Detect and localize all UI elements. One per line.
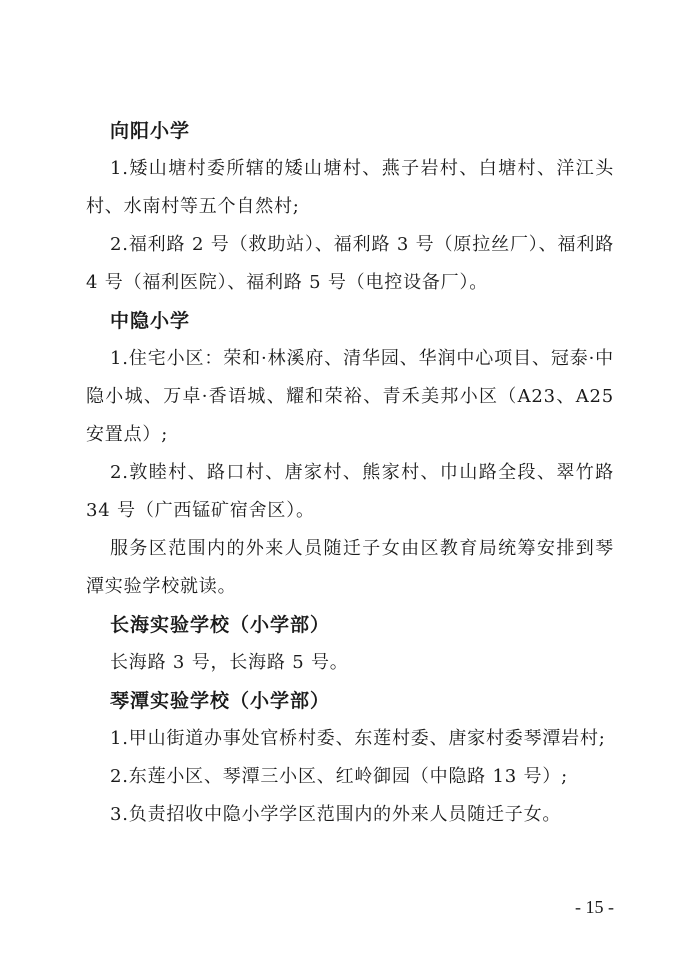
section-title: 长海实验学校（小学部） (110, 614, 331, 636)
section-xiangyang-primary (86, 112, 614, 302)
paragraph: 1.矮山塘村委所辖的矮山塘村、燕子岩村、白塘村、洋江头村、水南村等五个自然村; (86, 158, 614, 217)
paragraph: 3.负责招收中隐小学学区范围内的外来人员随迁子女。 (110, 804, 562, 825)
section-zhongyin-primary (86, 302, 614, 606)
page-number: - 15 - (575, 897, 614, 917)
section-title: 向阳小学 (110, 120, 191, 142)
paragraph: 1.住宅小区：荣和·林溪府、清华园、华润中心项目、冠泰·中隐小城、万卓·香语城、耀和荣裕、青禾美邦小区（A23、A25 安置点）; (86, 348, 614, 445)
section-changhai-school (86, 606, 614, 682)
paragraph: 长海路 3 号，长海路 5 号。 (110, 652, 349, 673)
paragraph: 2.敦睦村、路口村、唐家村、熊家村、巾山路全段、翠竹路 34 号（广西锰矿宿舍区）。 (86, 462, 614, 521)
paragraph: 1.甲山街道办事处官桥村委、东莲村委、唐家村委琴潭岩村; (110, 728, 606, 749)
section-title: 琴潭实验学校（小学部） (110, 690, 331, 712)
section-title: 中隐小学 (110, 310, 191, 332)
section-qintan-school (86, 682, 614, 834)
paragraph: 2.东莲小区、琴潭三小区、红岭御园（中隐路 13 号）; (110, 766, 568, 787)
document-body (86, 112, 614, 834)
paragraph: 服务区范围内的外来人员随迁子女由区教育局统筹安排到琴潭实验学校就读。 (86, 538, 614, 597)
paragraph: 2.福利路 2 号（救助站）、福利路 3 号（原拉丝厂）、福利路 4 号（福利医院）、福利路 5 号（电控设备厂）。 (86, 234, 614, 293)
